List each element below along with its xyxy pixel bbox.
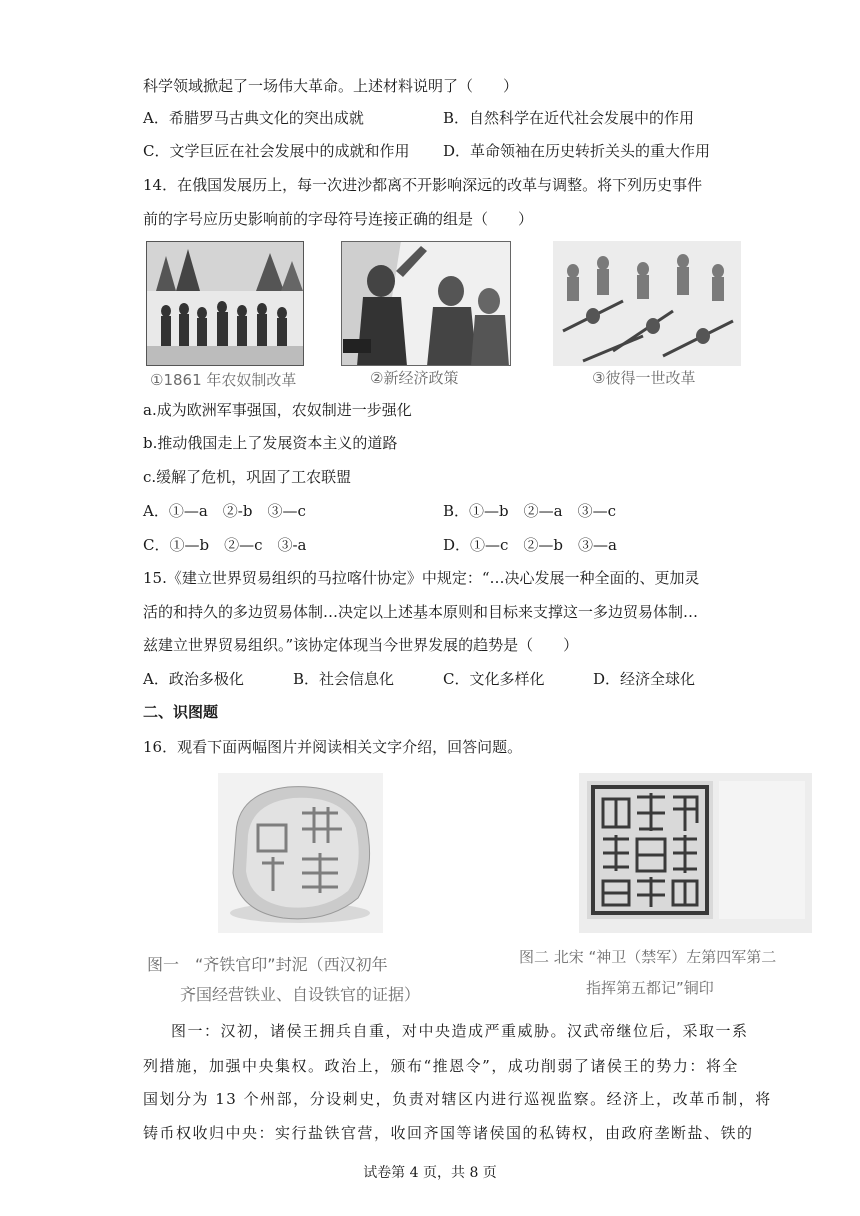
q15-stem-line2: 活的和持久的多边贸易体制…决定以上述基本原则和目标来支撑这一多边贸易体制… xyxy=(143,603,699,621)
q14-figure-2 xyxy=(341,241,511,366)
q13-option-d[interactable]: D．革命领袖在历史转折关头的重大作用 xyxy=(443,142,711,160)
q13-option-a[interactable]: A．希腊罗马古典文化的突出成就 xyxy=(143,109,364,127)
q14-stem-line1: 14．在俄国发展历上，每一次进沙都离不开影响深远的改革与调整。将下列历史事件 xyxy=(143,176,703,194)
q14-item-c: c.缓解了危机，巩固了工农联盟 xyxy=(143,468,352,486)
q16-paragraph-line2: 列措施，加强中央集权。政治上，颁布“推恩令”，成功削弱了诸侯王的势力：将全 xyxy=(143,1057,739,1075)
section-title: 二、识图题 xyxy=(143,703,219,721)
bronze-seal-image xyxy=(579,773,812,933)
q16-fig1-caption-line2: 齐国经营铁业、自设铁官的证据） xyxy=(180,985,421,1004)
q16-paragraph-line4: 铸币权收归中央：实行盐铁官营，收回齐国等诸侯国的私铸权，由政府垄断盐、铁的 xyxy=(143,1124,754,1142)
serf-reform-engraving xyxy=(146,241,304,366)
q14-item-b: b.推动俄国走上了发展资本主义的道路 xyxy=(143,434,398,452)
q16-stem: 16．观看下面两幅图片并阅读相关文字介绍，回答问题。 xyxy=(143,738,523,756)
q16-fig2-caption-line1: 图二 北宋 “神卫（禁军）左第四军第二 xyxy=(519,948,777,966)
new-economic-policy-poster xyxy=(341,241,511,366)
clay-seal-image xyxy=(218,773,383,933)
q15-option-c[interactable]: C．文化多样化 xyxy=(443,670,545,688)
q14-stem-line2: 前的字号应历史影响前的字母符号连接正确的组是（ ） xyxy=(143,210,534,228)
q14-option-c[interactable]: C．①—b ②—c ③-a xyxy=(143,536,307,554)
q15-option-b[interactable]: B．社会信息化 xyxy=(293,670,395,688)
q14-figure-1 xyxy=(146,241,304,366)
q16-figure-2 xyxy=(579,773,812,933)
q15-option-a[interactable]: A．政治多极化 xyxy=(143,670,244,688)
q16-fig2-caption-line2: 指挥第五都记”铜印 xyxy=(586,979,714,997)
q16-fig1-caption-line1: 图一 “齐铁官印”封泥（西汉初年 xyxy=(147,955,388,974)
q14-caption-1: ①1861 年农奴制改革 xyxy=(150,371,297,389)
q14-caption-2: ②新经济政策 xyxy=(370,369,459,387)
q13-option-b[interactable]: B．自然科学在近代社会发展中的作用 xyxy=(443,109,695,127)
q14-option-a[interactable]: A．①—a ②-b ③—c xyxy=(143,502,306,520)
q14-figure-3 xyxy=(553,241,741,366)
q14-option-b[interactable]: B．①—b ②—a ③—c xyxy=(443,502,616,520)
q13-option-c[interactable]: C．文学巨匠在社会发展中的成就和作用 xyxy=(143,142,410,160)
page-footer: 试卷第 4 页，共 8 页 xyxy=(363,1165,497,1181)
q14-item-a: a.成为欧洲军事强国，农奴制进一步强化 xyxy=(143,401,412,419)
q15-stem-line1: 15.《建立世界贸易组织的马拉喀什协定》中规定：“…决心发展一种全面的、更加灵 xyxy=(143,569,700,587)
q16-paragraph-line3: 国划分为 13 个州部，分设刺史，负责对辖区内进行巡视监察。经济上，改革币制，将 xyxy=(143,1090,772,1108)
q14-option-d[interactable]: D．①—c ②—b ③—a xyxy=(443,536,617,554)
intro-line: 科学领域掀起了一场伟大革命。上述材料说明了（ ） xyxy=(143,77,519,95)
q16-figure-1 xyxy=(218,773,383,933)
q15-stem-line3: 兹建立世界贸易组织。”该协定体现当今世界发展的趋势是（ ） xyxy=(143,636,579,654)
peter-the-great-reform-engraving xyxy=(553,241,741,366)
q15-option-d[interactable]: D．经济全球化 xyxy=(593,670,696,688)
q16-paragraph-line1: 图一：汉初，诸侯王拥兵自重，对中央造成严重威胁。汉武帝继位后，采取一系 xyxy=(171,1022,749,1040)
q14-caption-3: ③彼得一世改革 xyxy=(592,369,696,387)
